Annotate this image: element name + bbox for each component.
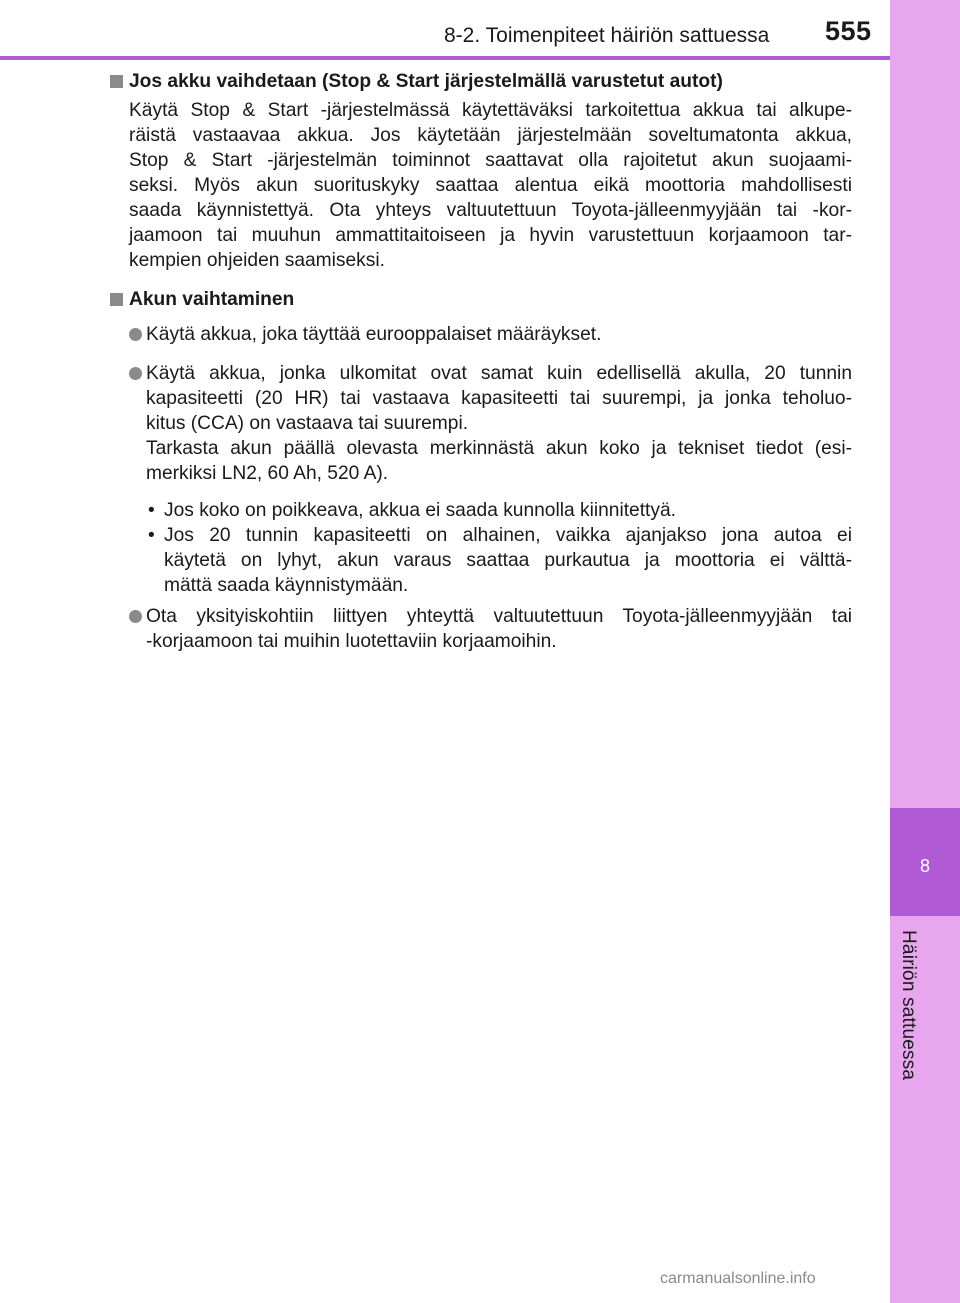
paragraph-line: kempien ohjeiden saamiseksi. — [129, 250, 385, 271]
sub-list-item — [146, 523, 852, 598]
list-item — [129, 361, 852, 486]
paragraph-line: Stop & Start -järjestelmän toiminnot saattavat olla rajoitetut akun suojaami- — [129, 150, 852, 171]
side-bar — [890, 0, 960, 1303]
list-item-line: Käytä akkua, jonka ulkomitat ovat samat kuin edellisellä akulla, 20 tunnin — [146, 363, 852, 384]
chapter-label: Häiriön sattuessa — [898, 930, 919, 1081]
sub-list-item — [146, 498, 852, 523]
list-item — [129, 604, 852, 654]
square-bullet-icon — [110, 293, 123, 306]
list-item-line: merkiksi LN2, 60 Ah, 520 A). — [146, 463, 389, 484]
list-item-line: Tarkasta akun päällä olevasta merkinnästä akun koko ja tekniset tiedot (esi- — [146, 438, 852, 459]
list-item — [129, 322, 852, 347]
round-bullet-icon — [129, 328, 142, 341]
page-number: 555 — [825, 16, 872, 46]
round-bullet-icon — [129, 367, 142, 380]
list-item-line: -korjaamoon tai muihin luotettaviin korjaamoihin. — [146, 631, 557, 652]
page-content — [108, 69, 852, 662]
round-bullet-icon — [129, 610, 142, 623]
section-heading — [108, 287, 852, 312]
sub-list-item-line: Jos koko on poikkeava, akkua ei saada kunnolla kiinnitettyä. — [164, 500, 676, 521]
header-rule — [0, 56, 890, 60]
list-item-line: Käytä akkua, joka täyttää eurooppalaiset määräykset. — [146, 324, 602, 345]
sub-list-item-line: Jos 20 tunnin kapasiteetti on alhainen, vaikka ajanjakso jona autoa ei — [164, 525, 852, 546]
paragraph-line: räistä vastaavaa akkua. Jos käytetään järjestelmään soveltumatonta akkua, — [129, 125, 852, 146]
list-item-line: kitus (CCA) on vastaava tai suurempi. — [146, 413, 469, 434]
paragraph-line: Käytä Stop & Start -järjestelmässä käytettäväksi tarkoitettua akkua tai alkupe- — [129, 100, 852, 121]
list-item-line: Ota yksityiskohtiin liittyen yhteyttä valtuutettuun Toyota-jälleenmyyjään tai — [146, 606, 852, 627]
paragraph-line: seksi. Myös akun suorituskyky saattaa alentua eikä moottoria mahdollisesti — [129, 175, 852, 196]
square-bullet-icon — [110, 75, 123, 88]
section-heading — [108, 69, 852, 94]
paragraph-line: saada käynnistettyä. Ota yhteys valtuutettuun Toyota-jälleenmyyjään tai -kor- — [129, 200, 852, 221]
sub-list-item-line: käytetä on lyhyt, akun varaus saattaa purkautua ja moottoria ei välttä- — [164, 550, 852, 571]
dot-marker-icon: • — [148, 525, 155, 546]
page-header-title: 8-2. Toimenpiteet häiriön sattuessa — [444, 24, 770, 47]
chapter-number: 8 — [919, 856, 930, 876]
section-heading-text: Akun vaihtaminen — [129, 289, 295, 310]
watermark: carmanualsonline.info — [660, 1270, 816, 1287]
section-heading-text: Jos akku vaihdetaan (Stop & Start järjestelmällä varustetut autot) — [129, 71, 723, 92]
dot-marker-icon: • — [148, 500, 155, 521]
sub-list-item-line: mättä saada käynnistymään. — [164, 575, 409, 596]
list-item-line: kapasiteetti (20 HR) tai vastaava kapasiteetti tai suurempi, ja jonka teholuo- — [146, 388, 852, 409]
section-paragraph — [129, 98, 852, 273]
paragraph-line: jaamoon tai muuhun ammattitaitoiseen ja hyvin varustettuun korjaamoon tar- — [129, 225, 852, 246]
